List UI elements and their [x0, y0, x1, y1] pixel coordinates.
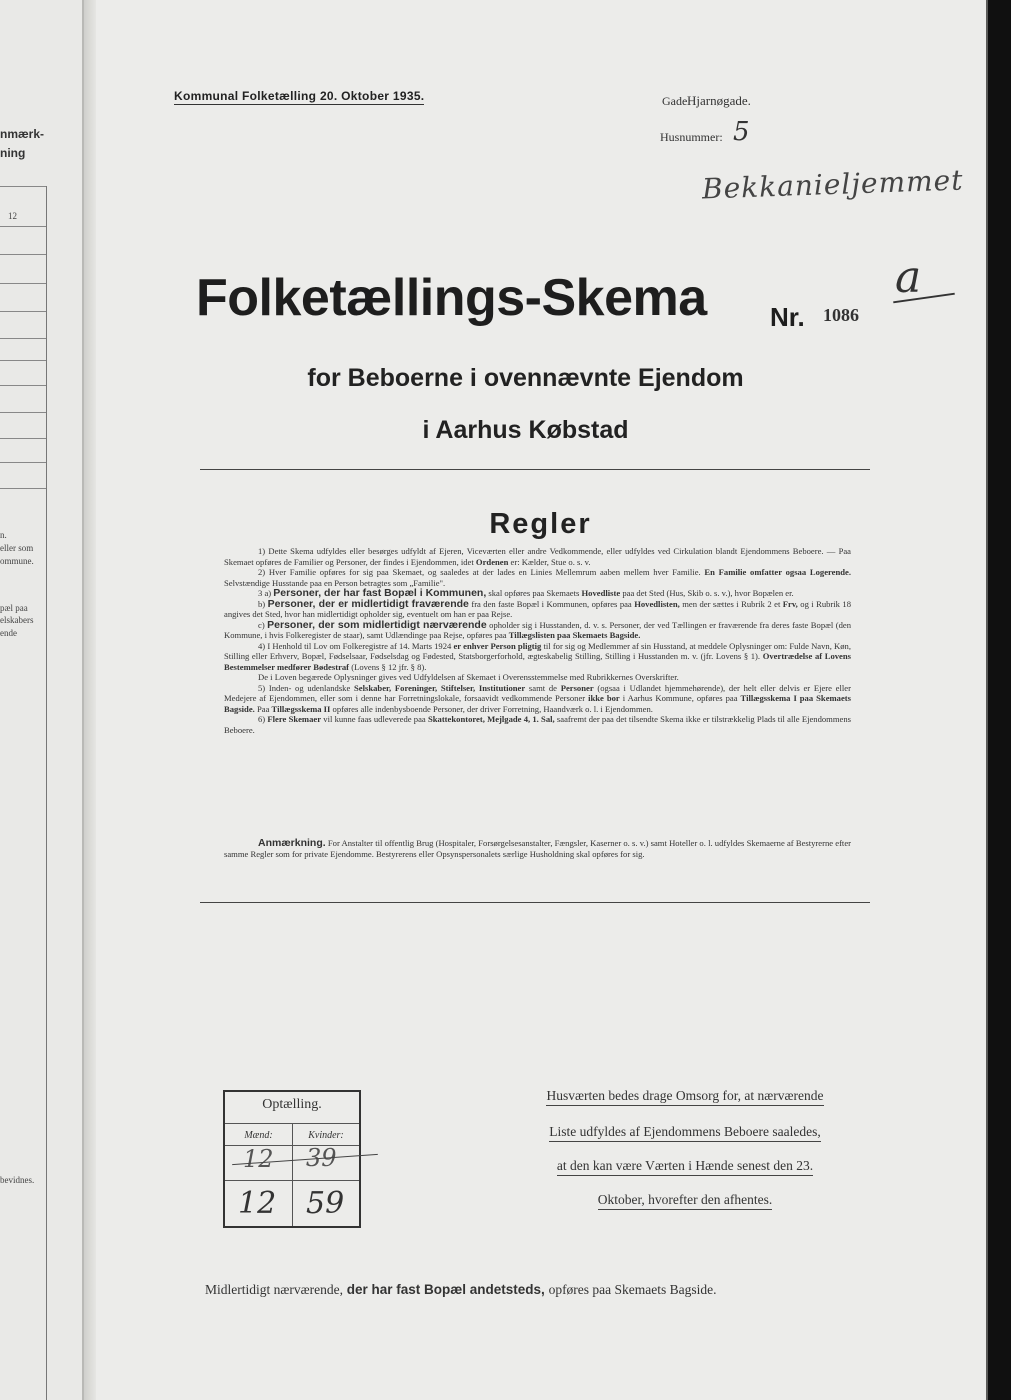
left-page-fragment: pæl paa [0, 603, 28, 613]
divider-top [200, 469, 870, 470]
left-page-column-number: 12 [8, 211, 17, 221]
form-location [0, 416, 1011, 445]
rule-3b: b) Personer, der er midlertidigt fraværende fra den faste Bopæl i Kommunen, opføres paa Hovedlisten, men der sættes i Rubrik 2 et Frv, og i Rubrik 18 angives det Sted, hvor han midlertidigt opholder sig, eventuelt om han er paa Rejse. [224, 597, 851, 619]
remark-text: Anmærkning. For Anstalter til offentlig Brug (Hospitaler, Forsørgelsesanstalter, Fængsler, Kaserner o. s. v.) samt Hoteller o. l. udfyldes Skemaerne af Bestyrerne efter samme Regler som for private Ejendomme. Bestyrerens eller Opsynspersonalets særlige Husholdning skal opføres for sig. [224, 837, 851, 859]
left-page-fragment: elskabers [0, 615, 34, 625]
left-page-heading-1: nmærk- [0, 127, 45, 141]
left-page-rule [0, 412, 46, 413]
left-page-rule [0, 338, 46, 339]
count-women-struck: 39 [306, 1144, 337, 1172]
left-page-heading-2: ning [0, 146, 26, 160]
left-page-fragment: bevidnes. [0, 1175, 35, 1185]
page-edge-shadow [986, 0, 1011, 1400]
count-women-value: 59 [306, 1186, 345, 1221]
notice-line-2: Liste udfyldes af Ejendommens Beboere saaledes, [470, 1124, 900, 1140]
street-value: Hjarnøgade. [687, 93, 751, 108]
left-page-rule [0, 311, 46, 312]
footer-note [205, 1282, 717, 1298]
left-page-rule [0, 283, 46, 284]
notice-line-1: Husværten bedes drage Omsorg for, at nærværende [470, 1088, 900, 1104]
notice-line-3: at den kan være Værten i Hænde senest den 23. [470, 1158, 900, 1174]
rule-1: 1) Dette Skema udfyldes eller besørges udfyldt af Ejeren, Viceværten eller andre Vedkommende, eller udfyldes ved Cirkulation blandt Ejendommens Beboere. — Paa Skemaet opføres de Familier og Personer, der findes i Ejendommen, idet Ordenen er: Kælder, Stue o. s. v. [224, 546, 851, 567]
handwritten-note: Bekkanieljemmet [701, 163, 964, 206]
rule-3a: 3 a) Personer, der har fast Bopæl i Kommunen, skal opføres paa Skemaets Hovedliste paa det Sted (Hus, Skib o. s. v.), hvor Bopælen er. [258, 587, 794, 599]
left-page-rule [0, 360, 46, 361]
remark [224, 838, 851, 860]
house-number-label: Husnummer: [660, 130, 723, 144]
form-number-value: 1086 [823, 305, 859, 325]
house-number-value: 5 [733, 117, 750, 147]
count-men-struck: 12 [243, 1145, 274, 1173]
count-men-value: 12 [238, 1186, 277, 1221]
notice-line-4: Oktober, hvorefter den afhentes. [470, 1192, 900, 1208]
divider-bottom [200, 902, 870, 903]
footer-part-2: der har fast Bopæl andetsteds, [346, 1282, 545, 1297]
left-page-rule [0, 488, 46, 489]
form-title: Folketællings-Skema [196, 269, 707, 327]
rules-heading-text: Regler [489, 508, 592, 540]
form-number-suffix: a [895, 252, 922, 303]
rule-3c: c) Personer, der som midlertidigt nærværende opholder sig i Husstanden, d. v. s. Personer, der ved Tællingen er fraværende fra deres faste Bopæl (den Kommune, i hvis Folkeregister de staar), samt Udlændinge paa Rejse, opføres paa Tillægslisten paa Skemaets Bagside. [224, 618, 851, 640]
street-label: Gade [662, 94, 688, 108]
rules-text [224, 546, 851, 735]
count-divider [225, 1180, 359, 1181]
rule-2: 2) Hver Familie opføres for sig paa Skemaet, og saaledes at der lades en Linies Mellemrum aaben mellem hver Familie. En Familie omfatter ogsaa Logerende. Selvstændige Husstande paa en Person betragtes som „Familie". [224, 567, 851, 588]
book-gutter [84, 0, 96, 1400]
rule-4b: De i Loven begærede Oplysninger gives ved Udfyldelsen af Skemaet i Overensstemmelse med Rubrikkernes Overskrifter. [258, 672, 679, 682]
form-subtitle-text: for Beboerne i ovennævnte Ejendom [307, 364, 744, 392]
form-number-label: Nr. [770, 302, 805, 332]
left-page-fragment: ende [0, 628, 17, 638]
footer-part-1: Midlertidigt nærværende, [205, 1282, 343, 1297]
rule-5: 5) Inden- og udenlandske Selskaber, Foreninger, Stiftelser, Institutioner samt de Personer (ogsaa i Udlandet hjemmehørende), der helt eller delvis er Ejere eller Medejere af Ejendommen, eller som i denne har Forretningslokale, forsaavidt vedkommende Personer ikke bor i Aarhus Kommune, opføres paa Tillægsskema I paa Skemaets Bagside. Paa Tillægsskema II opføres alle indenbysboende Personer, der driver Forretning, Haandværk o. l. i Ejendommen. [224, 682, 851, 714]
left-page-rule [0, 226, 46, 227]
left-page-rule [0, 462, 46, 463]
rules-heading [0, 508, 1011, 541]
form-location-text: i Aarhus Købstad [422, 416, 629, 444]
footer-part-3: opføres paa Skemaets Bagside. [548, 1282, 717, 1297]
left-page-fragment: eller som [0, 543, 34, 553]
count-men-header: Mænd: [244, 1130, 273, 1141]
left-page-fragment: ommune. [0, 556, 34, 566]
left-page-rule [0, 186, 46, 187]
census-header: Kommunal Folketælling 20. Oktober 1935. [174, 89, 425, 103]
previous-page-edge [0, 0, 84, 1400]
count-women-header: Kvinder: [308, 1130, 344, 1141]
rule-6: 6) Flere Skemaer vil kunne faas udleverede paa Skattekontoret, Mejlgade 4, 1. Sal, saafremt der paa det tilsendte Skema ikke er tilstrækkelig Plads til alle Ejendommens Beboere. [224, 714, 851, 735]
rule-4: 4) I Henhold til Lov om Folkeregistre af 14. Marts 1924 er enhver Person pligtig til for sig og Medlemmer af sin Husstand, at meddele Oplysninger om: Fulde Navn, Køn, Stilling eller Erhverv, Bopæl, Fødselsaar, Fødselsdag og Fødested, Statsborgerforhold, ægteskabelig Stilling, Stilling i Husstanden m. v. (jfr. Lovens § 1). Overtrædelse af Lovens Bestemmelser medfører Bødestraf (Lovens § 12 jfr. § 8). [224, 640, 851, 672]
left-page-fragment: n. [0, 530, 7, 540]
left-page-rule [0, 254, 46, 255]
form-subtitle [0, 364, 1011, 393]
count-title: Optælling. [262, 1097, 322, 1112]
